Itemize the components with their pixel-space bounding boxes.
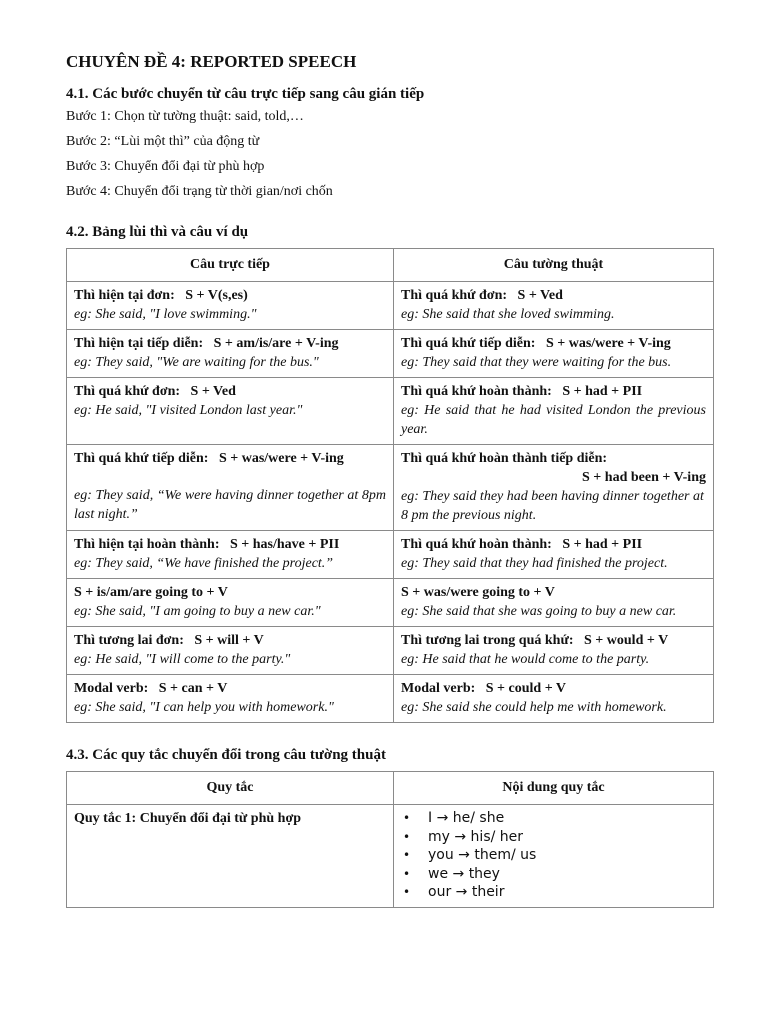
tense-name: Thì quá khứ hoàn thành tiếp diễn: [401, 451, 608, 466]
example-sentence: eg: He said, "I visited London last year." [74, 403, 303, 418]
tense-heading [74, 382, 386, 401]
section-heading-4-1: 4.1. Các bước chuyển từ câu trực tiếp sang câu gián tiếp [66, 86, 425, 102]
table-header-row [67, 249, 714, 282]
tense-formula: S + had + PII [562, 384, 643, 399]
example-sentence: eg: They said they had been having dinner together at 8 pm the previous night. [401, 489, 704, 523]
example-sentence: eg: She said she could help me with homework. [401, 700, 667, 715]
table-row [67, 378, 714, 445]
tense-heading [74, 631, 386, 650]
list-item: • our → their [421, 883, 706, 902]
example-sentence: eg: She said, "I love swimming." [74, 307, 257, 322]
tense-formula: S + was/were going to + V [401, 585, 555, 600]
tense-heading [74, 334, 386, 353]
rule-name: Quy tắc 1: Chuyển đổi đại từ phù hợp [74, 811, 301, 826]
example-sentence: eg: They said, “We have finished the project.” [74, 556, 334, 571]
reported-cell [394, 378, 714, 445]
tense-formula: S + has/have + PII [230, 537, 340, 552]
tense-formula: S + Ved [190, 384, 236, 399]
tense-heading [401, 631, 706, 650]
tense-heading [74, 535, 386, 554]
tense-formula: S + had been + V-ing [582, 470, 706, 485]
step-1: Bước 1: Chọn từ tường thuật: said, told,… [66, 109, 304, 124]
example-sentence: eg: She said that she loved swimming. [401, 307, 615, 322]
tense-heading [401, 382, 706, 401]
tense-heading [401, 286, 706, 305]
table-row [67, 805, 714, 908]
reported-cell [394, 330, 714, 378]
column-header-direct: Câu trực tiếp [67, 249, 394, 282]
example-sentence: eg: She said, "I am going to buy a new car." [74, 604, 321, 619]
tense-name: Thì tương lai đơn: [74, 633, 184, 648]
rule-content-cell [394, 805, 714, 908]
list-item: • my → his/ her [421, 828, 706, 847]
reported-cell [394, 675, 714, 723]
tense-name: Thì hiện tại hoàn thành: [74, 537, 220, 552]
direct-cell [67, 445, 394, 531]
example-sentence: eg: She said that she was going to buy a new car. [401, 604, 677, 619]
table-header-row [67, 772, 714, 805]
step-3: Bước 3: Chuyển đổi đại từ phù hợp [66, 159, 265, 174]
tense-backshift-table [66, 248, 714, 723]
tense-name: Thì tương lai trong quá khứ: [401, 633, 574, 648]
reported-cell [394, 627, 714, 675]
section-heading-4-2: 4.2. Bảng lùi thì và câu ví dụ [66, 224, 249, 240]
document-page [66, 50, 714, 908]
tense-name: Modal verb: [74, 681, 149, 696]
tense-name: Thì quá khứ hoàn thành: [401, 537, 552, 552]
example-sentence: eg: She said, "I can help you with homework." [74, 700, 334, 715]
table-row [67, 675, 714, 723]
example-sentence: eg: They said, "We are waiting for the bus." [74, 355, 319, 370]
tense-heading [74, 449, 386, 468]
list-item: • you → them/ us [421, 846, 706, 865]
reported-cell [394, 531, 714, 579]
column-header-reported: Câu tường thuật [394, 249, 714, 282]
list-item: • I → he/ she [421, 809, 706, 828]
tense-formula: S + had + PII [562, 537, 643, 552]
tense-heading [74, 679, 386, 698]
tense-name: Thì quá khứ đơn: [74, 384, 181, 399]
tense-formula: S + is/am/are going to + V [74, 585, 228, 600]
step-2: Bước 2: “Lùi một thì” của động từ [66, 134, 260, 149]
table-row [67, 445, 714, 531]
table-row [67, 579, 714, 627]
tense-formula: S + would + V [584, 633, 669, 648]
direct-cell [67, 282, 394, 330]
tense-formula: S + V(s,es) [185, 288, 248, 303]
tense-heading [401, 535, 706, 554]
tense-name: Thì quá khứ đơn: [401, 288, 508, 303]
tense-formula: S + was/were + V-ing [218, 451, 344, 466]
tense-name: Modal verb: [401, 681, 476, 696]
tense-formula: S + could + V [485, 681, 567, 696]
example-sentence: eg: He said that he would come to the party. [401, 652, 650, 667]
table-row [67, 330, 714, 378]
tense-formula: S + am/is/are + V-ing [213, 336, 339, 351]
tense-formula: S + was/were + V-ing [545, 336, 671, 351]
table-row [67, 531, 714, 579]
tense-name: Thì quá khứ tiếp diễn: [74, 451, 209, 466]
example-sentence: eg: He said, "I will come to the party." [74, 652, 291, 667]
direct-cell [67, 579, 394, 627]
tense-formula: S + can + V [158, 681, 228, 696]
tense-heading [401, 679, 706, 698]
table-row [67, 282, 714, 330]
spacer [74, 468, 386, 486]
list-item: • we → they [421, 865, 706, 884]
direct-cell [67, 378, 394, 445]
pronoun-list [401, 809, 706, 902]
direct-cell [67, 330, 394, 378]
tense-name: Thì quá khứ hoàn thành: [401, 384, 552, 399]
direct-cell [67, 627, 394, 675]
tense-formula: S + will + V [194, 633, 264, 648]
tense-name: Thì hiện tại tiếp diễn: [74, 336, 204, 351]
document-title: CHUYÊN ĐỀ 4: REPORTED SPEECH [66, 52, 357, 71]
table-row [67, 627, 714, 675]
tense-formula: S + Ved [517, 288, 563, 303]
section-heading-4-3: 4.3. Các quy tắc chuyển đổi trong câu tường thuật [66, 747, 386, 763]
rule-name-cell [67, 805, 394, 908]
example-sentence: eg: They said that they were waiting for the bus. [401, 355, 672, 370]
column-header-rule: Quy tắc [67, 772, 394, 805]
tense-name: Thì quá khứ tiếp diễn: [401, 336, 536, 351]
example-sentence: eg: He said that he had visited London the previous year. [401, 403, 706, 437]
column-header-rule-content: Nội dung quy tắc [394, 772, 714, 805]
conversion-rules-table [66, 771, 714, 908]
example-sentence: eg: They said that they had finished the project. [401, 556, 668, 571]
tense-heading [401, 334, 706, 353]
example-sentence: eg: They said, “We were having dinner together at 8pm last night.” [74, 488, 386, 522]
step-4: Bước 4: Chuyển đổi trạng từ thời gian/nơi chốn [66, 184, 333, 199]
reported-cell [394, 445, 714, 531]
tense-heading [74, 286, 386, 305]
direct-cell [67, 675, 394, 723]
reported-cell [394, 579, 714, 627]
direct-cell [67, 531, 394, 579]
tense-name: Thì hiện tại đơn: [74, 288, 175, 303]
reported-cell [394, 282, 714, 330]
